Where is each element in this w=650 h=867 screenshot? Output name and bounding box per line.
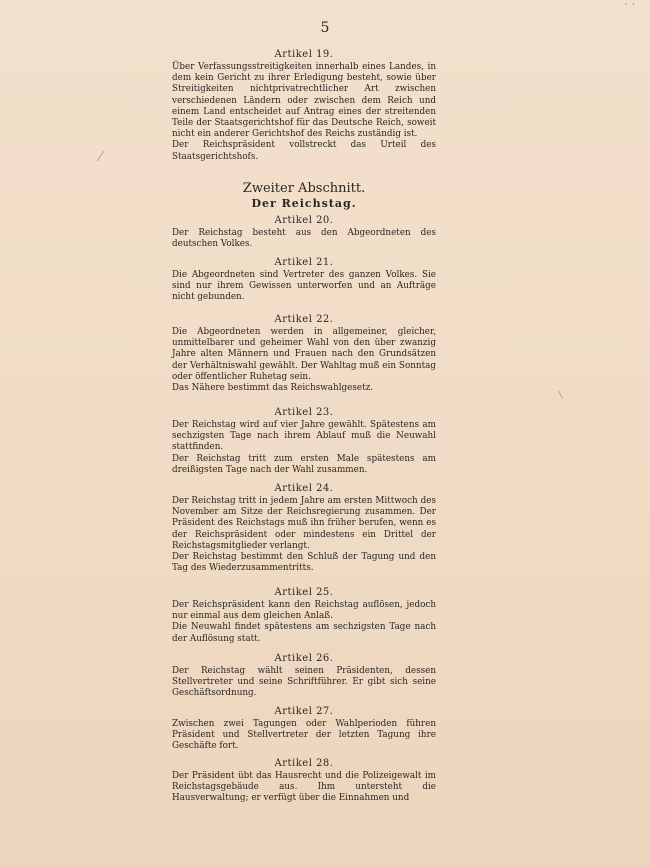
article-heading: Artikel 22. [274, 314, 334, 325]
article-text: Zwischen zwei Tagungen oder Wahlperioden führen Präsident und Stellvertreter der letzten Tagung ihre Geschäfte fort. [172, 719, 436, 752]
article-heading: Artikel 24. [274, 483, 334, 494]
article-19 [172, 48, 436, 163]
article-heading: Artikel 20. [274, 215, 334, 226]
article-text: Der Reichstag besteht aus den Abgeordneten des deutschen Volkes. [172, 228, 436, 250]
article-22 [172, 313, 436, 394]
article-heading: Artikel 25. [274, 587, 334, 598]
article-heading: Artikel 28. [274, 758, 334, 769]
article-heading: Artikel 19. [274, 49, 334, 60]
article-text: Der Präsident übt das Hausrecht und die Polizeigewalt im Reichstagsgebäude aus. Ihm untersteht die Hausverwaltung; er verfügt über die Einnahmen und [172, 771, 436, 804]
corner-mark: · · [624, 0, 636, 10]
section-subtitle: Der Reichstag. [251, 197, 357, 210]
article-text: Der Reichstag wählt seinen Präsidenten, dessen Stellvertreter und seine Schriftführer. Er gibt sich seine Geschäftsordnung. [172, 666, 436, 699]
article-heading: Artikel 26. [274, 653, 334, 664]
paper-mark [97, 151, 105, 161]
section-title: Zweiter Abschnitt. [242, 181, 366, 196]
paper-mark [558, 390, 563, 398]
article-text: Der Reichspräsident kann den Reichstag auflösen, jedoch nur einmal aus dem gleichen Anlaß. Die Neuwahl findet spätestens am sechzigsten Tage nach der Auflösung statt. [172, 600, 436, 644]
article-heading: Artikel 27. [274, 706, 334, 717]
article-text: Der Reichstag tritt in jedem Jahre am ersten Mittwoch des November am Sitze der Reichsregierung zusammen. Der Präsident des Reichstags muß ihn früher berufen, wenn es der Reichspräsident oder mindestens ein Drittel der Reichstagsmitglieder verlangt. Der Reichstag bestimmt den Schluß der Tagung und den Tag des Wiederzusammentritts. [172, 496, 436, 574]
article-20 [172, 214, 436, 250]
article-heading: Artikel 21. [274, 257, 334, 268]
article-21 [172, 256, 436, 304]
article-text: Über Verfassungsstreitigkeiten innerhalb eines Landes, in dem kein Gericht zu ihrer Erledigung besteht, sowie über Streitigkeiten nichtprivatrechtlicher Art zwischen verschiedenen Ländern oder zwischen dem Reich und einem Land entscheidet auf Antrag eines der streitenden Teile der Staatsgerichtshof für das Deutsche Reich, soweit nicht ein anderer Gerichtshof des Reichs zuständig ist. Der Reichspräsident vollstreckt das Urteil des Staatsgerichtshofs. [172, 62, 436, 162]
article-heading: Artikel 23. [274, 407, 334, 418]
article-25 [172, 586, 436, 645]
article-text: Der Reichstag wird auf vier Jahre gewählt. Spätestens am sechzigsten Tage nach ihrem Ablauf muß die Neuwahl stattfinden. Der Reichstag tritt zum ersten Male spätestens am dreißigsten Tage nach der Wahl zusammen. [172, 420, 436, 475]
article-28 [172, 757, 436, 805]
article-24 [172, 482, 436, 574]
article-23 [172, 406, 436, 476]
article-text: Die Abgeordneten werden in allgemeiner, gleicher, unmittelbarer und geheimer Wahl von den über zwanzig Jahre alten Männern und Frauen nach den Grundsätzen der Verhältniswahl gewählt. Der Wahltag muß ein Sonntag oder öffentlicher Ruhetag sein. Das Nähere bestimmt das Reichswahlgesetz. [172, 327, 436, 394]
article-27 [172, 705, 436, 753]
article-text: Die Abgeordneten sind Vertreter des ganzen Volkes. Sie sind nur ihrem Gewissen unterworfen und an Aufträge nicht gebunden. [172, 270, 436, 303]
article-26 [172, 652, 436, 700]
page-number: 5 [320, 20, 330, 36]
